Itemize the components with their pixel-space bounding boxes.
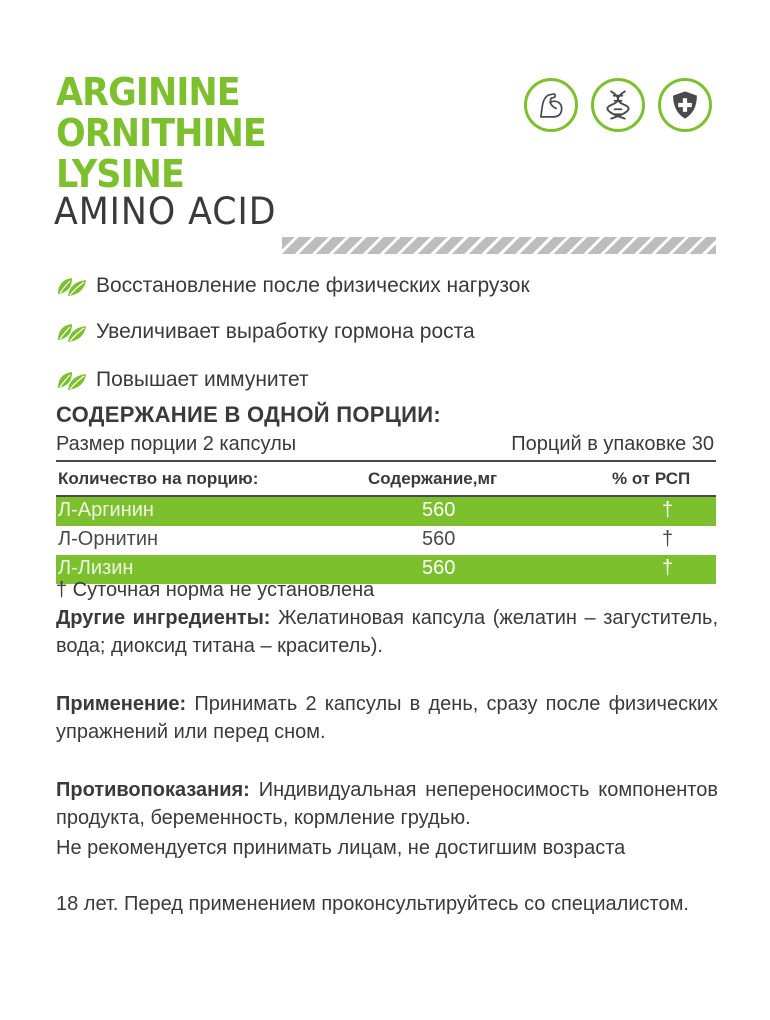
ingredient-amount: 560 (422, 528, 456, 550)
benefit-item (56, 320, 475, 344)
usage-text: Принимать 2 капсулы в день, сразу после физических упражнений или перед сном. (56, 693, 718, 743)
other-ingredients-label: Другие ингредиенты: (56, 607, 271, 629)
serving-size: Размер порции 2 капсулы (56, 433, 297, 455)
benefit-text: Увеличивает выработку гормона роста (96, 320, 475, 343)
header-rsp: % от РСП (612, 469, 691, 488)
benefit-item (56, 274, 530, 298)
footnote: † Суточная норма не установлена (56, 579, 375, 601)
ingredient-amount: 560 (422, 557, 456, 579)
leaf-icon (56, 274, 88, 298)
product-subtitle: AMINO ACID (54, 190, 277, 233)
dna-icon (591, 78, 645, 132)
shield-plus-icon (658, 78, 712, 132)
product-title (56, 72, 284, 195)
serving-heading: СОДЕРЖАНИЕ В ОДНОЙ ПОРЦИИ: (56, 402, 441, 427)
ingredient-rsp: † (662, 499, 674, 521)
usage (56, 690, 718, 746)
benefit-item (56, 368, 309, 392)
table-row (56, 526, 716, 555)
decorative-stripe-bar (282, 237, 716, 254)
header-quantity: Количество на порцию: (58, 469, 259, 488)
contraindications-label: Противопоказания: (56, 779, 250, 801)
leaf-icon (56, 320, 88, 344)
title-line-ornithine: ORNITHINE (56, 111, 266, 155)
ingredient-rsp: † (662, 528, 674, 550)
benefit-text: Повышает иммунитет (96, 368, 309, 391)
benefit-text: Восстановление после физических нагрузок (96, 274, 530, 297)
leaf-icon (56, 368, 88, 392)
age-warning: Не рекомендуется принимать лицам, не достигшим возраста (56, 837, 626, 859)
ingredient-name: Л-Орнитин (58, 528, 159, 550)
table-header-row (56, 462, 716, 495)
ingredient-rsp: † (662, 557, 674, 579)
serving-info-row (56, 433, 716, 456)
usage-label: Применение: (56, 693, 187, 715)
contraindications-text: Индивидуальная непереносимость компонентов продукта, беременность, кормление грудью. (56, 779, 718, 829)
header-content: Содержание,мг (368, 469, 498, 488)
servings-per-pack: Порций в упаковке 30 (511, 433, 714, 455)
ingredient-amount: 560 (422, 499, 456, 521)
other-ingredients-text: Желатиновая капсула (желатин – загуститель, вода; диоксид титана – краситель). (56, 607, 718, 657)
title-line-lysine: LYSINE (56, 152, 184, 196)
ingredient-name: Л-Лизин (58, 557, 134, 579)
contraindications (56, 776, 718, 832)
consult-warning: 18 лет. Перед применением проконсультируйтесь со специалистом. (56, 893, 689, 915)
muscle-arm-icon (524, 78, 578, 132)
nutrition-table (56, 460, 716, 584)
ingredient-name: Л-Аргинин (58, 499, 154, 521)
other-ingredients (56, 604, 718, 660)
title-line-arginine: ARGININE (56, 70, 240, 114)
table-row (56, 497, 716, 526)
